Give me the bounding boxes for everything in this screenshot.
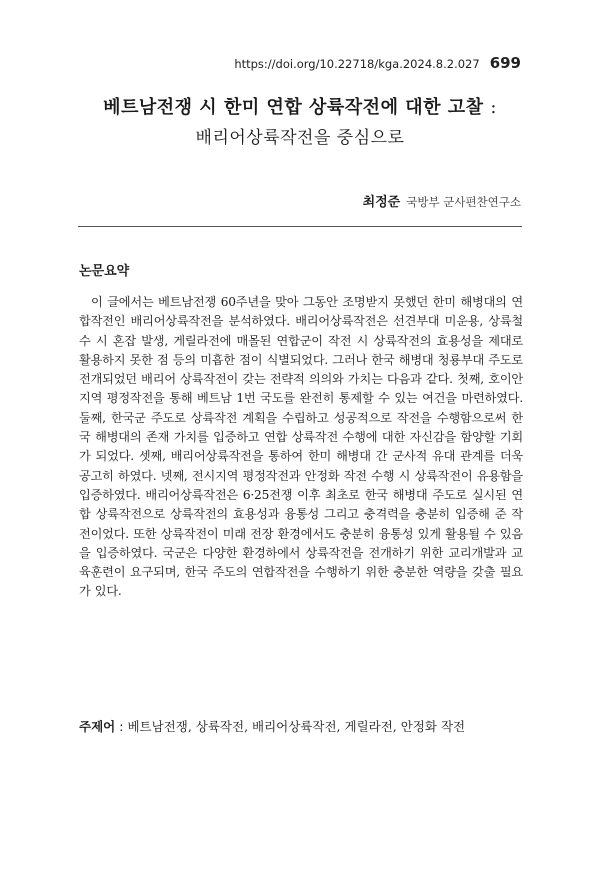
author-line (363, 191, 521, 210)
doi-link[interactable]: https://doi.org/10.22718/kga.2024.8.2.027 (234, 57, 480, 71)
abstract-heading: 논문요약 (79, 264, 130, 279)
page-number: 699 (489, 54, 521, 72)
keywords-separator: : (119, 719, 124, 734)
article-title-text: 베트남전쟁 시 한미 연합 상륙작전에 대한 고찰 (103, 97, 484, 118)
page-header (234, 54, 521, 72)
author-affiliation: 국방부 군사편찬연구소 (406, 195, 521, 209)
abstract-body: 이 글에서는 베트남전쟁 60주년을 맞아 그동안 조명받지 못했던 한미 해병대의 연합작전인 배리어상륙작전을 분석하였다. 배리어상륙작전은 선견부대 미운용, 상륙철수 시 혼잡 발생, 게릴라전에 매몰된 연합군이 작전 시 상륙작전의 효용성을 제대로 활용하지 못한 점 등의 미흡한 점이 식별되었다. 그러나 한국 해병대 청룡부대 주도로 전개되었던 배리어 상륙작전이 갖는 전략적 의의와 가치는 다음과 같다. 첫째, 호이안지역 평정작전을 통해 베트남 1번 국도를 완전히 통제할 수 있는 여건을 마련하였다. 둘째, 한국군 주도로 상륙작전 계획을 수립하고 성공적으로 작전을 수행함으로써 한국 해병대의 존재 가치를 입증하고 연합 상륙작전 수행에 대한 자신감을 함양할 기회가 되었다. 셋째, 배리어상륙작전을 통하여 한미 해병대 간 군사적 유대 관계를 더욱 공고히 하였다. 넷째, 전시지역 평정작전과 안정화 작전 수행 시 상륙작전이 유용함을 입증하였다. 배리어상륙작전은 6·25전쟁 이후 최초로 한국 해병대 주도로 실시된 연합 상륙작전으로 상륙작전의 효용성과 융통성 그리고 충격력을 충분히 입증해 준 작전이었다. 또한 상륙작전이 미래 전장 환경에서도 충분히 융통성 있게 활용될 수 있음을 입증하였다. 국군은 다양한 환경하에서 상륙작전을 전개하기 위한 교리개발과 교육훈련이 요구되며, 한국 주도의 연합작전을 수행하기 위한 충분한 역량을 갖출 필요가 있다. (79, 295, 523, 599)
keywords-label: 주제어 (79, 719, 116, 734)
keywords (79, 717, 523, 735)
keywords-list: 베트남전쟁, 상륙작전, 배리어상륙작전, 게릴라전, 안정화 작전 (127, 719, 466, 734)
article-subtitle: 배리어상륙작전을 중심으로 (195, 128, 405, 148)
article-title (0, 93, 600, 119)
title-divider (78, 226, 522, 227)
author-name: 최정준 (362, 195, 401, 210)
title-separator: : (490, 97, 497, 118)
